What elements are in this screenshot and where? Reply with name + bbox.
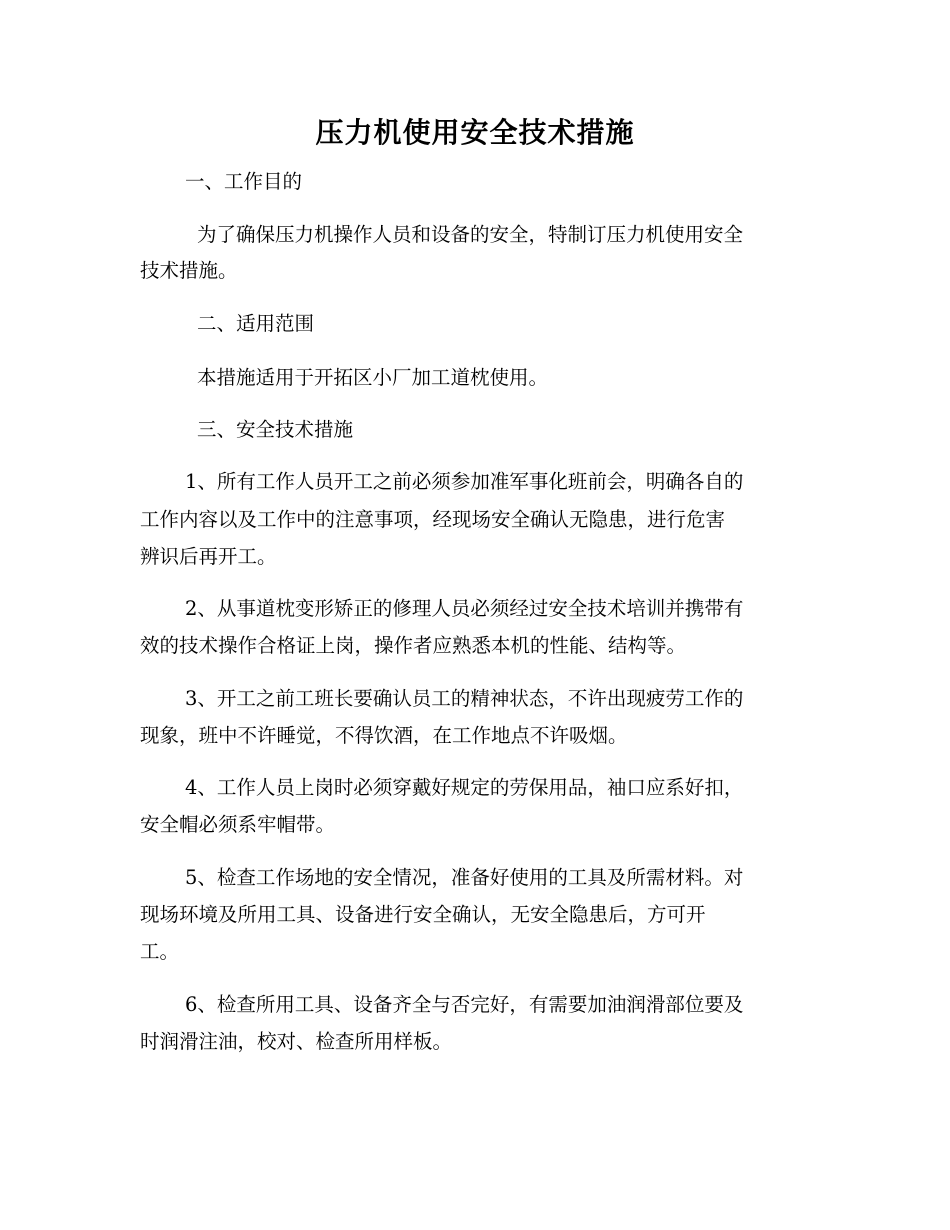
item-3-line-2: 现象，班中不许睡觉，不得饮酒，在工作地点不许吸烟。 [140,724,628,747]
item-4-line-1: 4、工作人员上岗时必须穿戴好规定的劳保用品，袖口应系好扣， [185,776,744,799]
item-2-line-2: 效的技术操作合格证上岗，操作者应熟悉本机的性能、结构等。 [140,634,687,657]
scope-text: 本措施适用于开拓区小厂加工道枕使用。 [197,366,549,389]
item-3-line-1: 3、开工之前工班长要确认员工的精神状态，不许出现疲劳工作的 [185,687,744,710]
section-heading-purpose: 一、工作目的 [185,170,303,193]
item-1-line-1: 1、所有工作人员开工之前必须参加准军事化班前会，明确各自的 [185,470,744,493]
section-heading-scope: 二、适用范围 [197,312,315,335]
item-1-line-3: 辨识后再开工。 [140,545,277,568]
item-6-line-1: 6、检查所用工具、设备齐全与否完好，有需要加油润滑部位要及 [185,993,744,1016]
section-heading-measures: 三、安全技术措施 [197,418,354,441]
item-4-line-2: 安全帽必须系牢帽带。 [140,813,336,836]
item-6-line-2: 时润滑注油，校对、检查所用样板。 [140,1030,453,1053]
purpose-line-1: 为了确保压力机操作人员和设备的安全，特制订压力机使用安全 [197,223,744,246]
item-2-line-1: 2、从事道枕变形矫正的修理人员必须经过安全技术培训并携带有 [185,597,744,620]
document-title: 压力机使用安全技术措施 [315,116,635,149]
item-1-line-2: 工作内容以及工作中的注意事项，经现场安全确认无隐患，进行危害 [140,508,726,531]
item-5-line-3: 工。 [140,940,180,963]
item-5-line-2: 现场环境及所用工具、设备进行安全确认，无安全隐患后，方可开 [140,903,706,926]
purpose-line-2: 技术措施。 [140,259,238,282]
item-5-line-1: 5、检查工作场地的安全情况，准备好使用的工具及所需材料。对 [185,866,744,889]
